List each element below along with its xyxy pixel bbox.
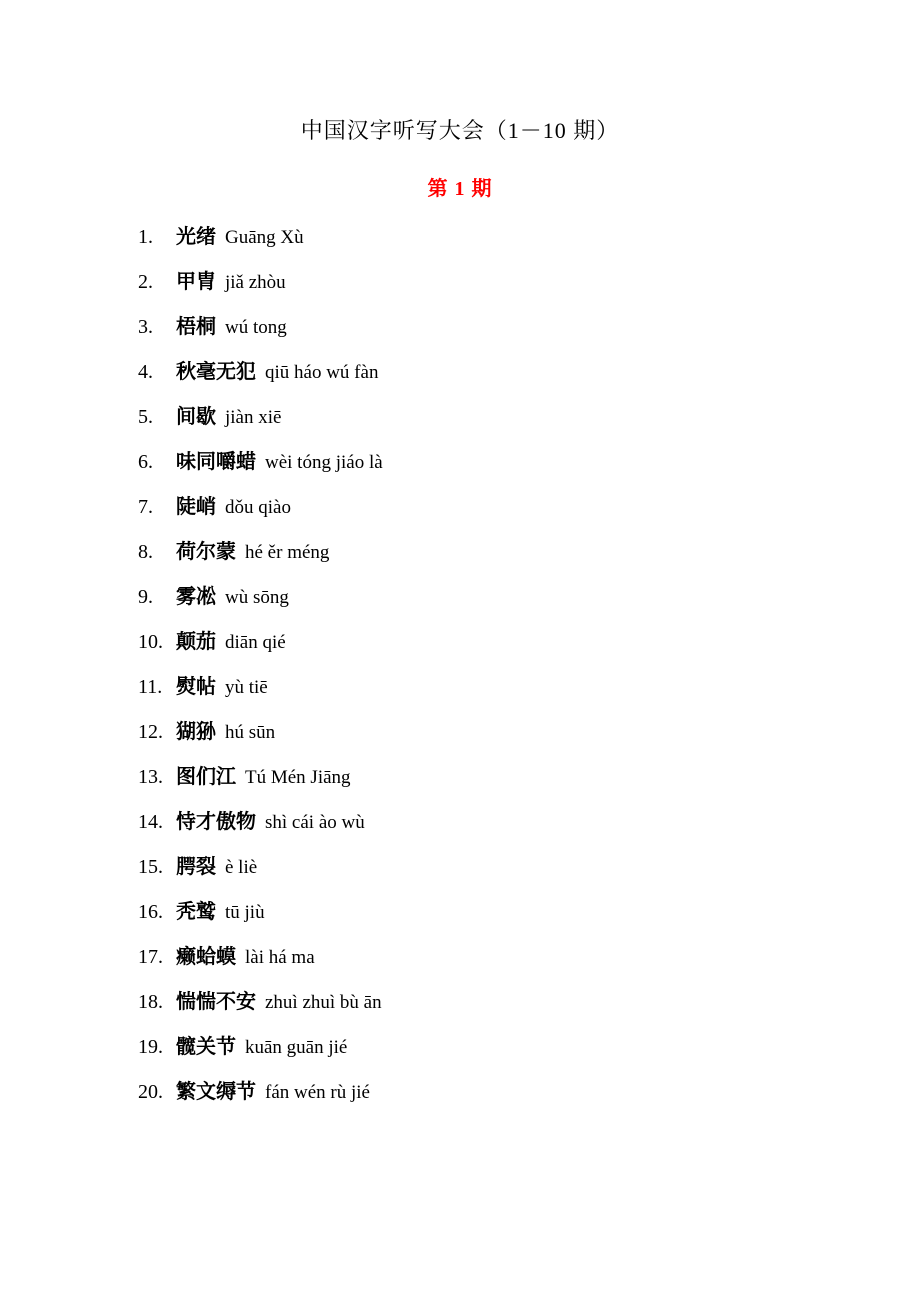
entry-word: 荷尔蒙 bbox=[176, 541, 236, 564]
entry-word: 髋关节 bbox=[176, 1036, 236, 1059]
list-item bbox=[0, 767, 920, 787]
entry-number: 6. bbox=[138, 451, 153, 474]
entry-number: 16. bbox=[138, 901, 163, 924]
entry-number: 18. bbox=[138, 991, 163, 1014]
entry-word: 雾凇 bbox=[176, 586, 216, 609]
entry-word: 光绪 bbox=[176, 226, 216, 249]
entry-pinyin: hé ěr méng bbox=[245, 542, 330, 564]
entry-pinyin: zhuì zhuì bù ān bbox=[265, 992, 382, 1014]
entry-word: 猢狲 bbox=[176, 721, 216, 744]
list-item bbox=[0, 812, 920, 832]
entry-number: 15. bbox=[138, 856, 163, 879]
entry-word: 秋毫无犯 bbox=[176, 361, 256, 384]
entry-pinyin: jiǎ zhòu bbox=[225, 272, 286, 294]
list-item bbox=[0, 227, 920, 247]
entry-pinyin: tū jiù bbox=[225, 902, 265, 924]
list-item bbox=[0, 272, 920, 292]
entry-word: 颠茄 bbox=[176, 631, 216, 654]
list-item bbox=[0, 317, 920, 337]
entry-number: 7. bbox=[138, 496, 153, 519]
list-item bbox=[0, 677, 920, 697]
entry-number: 8. bbox=[138, 541, 153, 564]
list-item bbox=[0, 1037, 920, 1057]
entry-word: 甲胄 bbox=[176, 271, 216, 294]
entry-word: 繁文缛节 bbox=[176, 1081, 256, 1104]
entry-pinyin: jiàn xiē bbox=[225, 407, 282, 429]
section-heading: 第 1 期 bbox=[427, 178, 493, 201]
entry-word: 陡峭 bbox=[176, 496, 216, 519]
entry-word: 恃才傲物 bbox=[176, 811, 256, 834]
list-item bbox=[0, 722, 920, 742]
entry-number: 20. bbox=[138, 1081, 163, 1104]
page-title: 中国汉字听写大会（1－10 期） bbox=[300, 118, 620, 143]
entry-number: 17. bbox=[138, 946, 163, 969]
entry-number: 4. bbox=[138, 361, 153, 384]
entry-pinyin: Tú Mén Jiāng bbox=[245, 767, 351, 789]
entry-number: 11. bbox=[138, 676, 163, 699]
entry-number: 1. bbox=[138, 226, 153, 249]
entry-word: 味同嚼蜡 bbox=[176, 451, 256, 474]
entry-word: 惴惴不安 bbox=[176, 991, 256, 1014]
entry-number: 3. bbox=[138, 316, 153, 339]
entry-number: 2. bbox=[138, 271, 153, 294]
list-item bbox=[0, 452, 920, 472]
entry-pinyin: wú tong bbox=[225, 317, 287, 339]
entry-number: 10. bbox=[138, 631, 163, 654]
entry-word: 图们江 bbox=[176, 766, 236, 789]
entry-number: 13. bbox=[138, 766, 163, 789]
entry-number: 19. bbox=[138, 1036, 163, 1059]
entry-word: 癞蛤蟆 bbox=[176, 946, 236, 969]
entry-word: 腭裂 bbox=[176, 856, 216, 879]
list-item bbox=[0, 902, 920, 922]
entry-pinyin: Guāng Xù bbox=[225, 227, 304, 249]
entry-pinyin: shì cái ào wù bbox=[265, 812, 365, 834]
list-item bbox=[0, 947, 920, 967]
list-item bbox=[0, 857, 920, 877]
list-item bbox=[0, 542, 920, 562]
list-item bbox=[0, 497, 920, 517]
entry-pinyin: dǒu qiào bbox=[225, 497, 291, 519]
entry-pinyin: kuān guān jié bbox=[245, 1037, 348, 1059]
entry-pinyin: hú sūn bbox=[225, 722, 276, 744]
list-item bbox=[0, 362, 920, 382]
entry-word: 熨帖 bbox=[176, 676, 216, 699]
entry-number: 5. bbox=[138, 406, 153, 429]
list-item bbox=[0, 587, 920, 607]
entry-pinyin: diān qié bbox=[225, 632, 286, 654]
entry-pinyin: è liè bbox=[225, 857, 258, 879]
entry-pinyin: yù tiē bbox=[225, 677, 268, 699]
list-item bbox=[0, 992, 920, 1012]
list-item bbox=[0, 407, 920, 427]
entry-pinyin: fán wén rù jié bbox=[265, 1082, 370, 1104]
entry-number: 14. bbox=[138, 811, 163, 834]
entry-word: 间歇 bbox=[176, 406, 216, 429]
entry-word: 梧桐 bbox=[176, 316, 216, 339]
entry-pinyin: lài há ma bbox=[245, 947, 315, 969]
entry-number: 9. bbox=[138, 586, 153, 609]
entry-pinyin: qiū háo wú fàn bbox=[265, 362, 379, 384]
list-item bbox=[0, 632, 920, 652]
entry-pinyin: wèi tóng jiáo là bbox=[265, 452, 383, 474]
entry-number: 12. bbox=[138, 721, 163, 744]
entry-list bbox=[0, 201, 920, 1102]
list-item bbox=[0, 1082, 920, 1102]
entry-pinyin: wù sōng bbox=[225, 587, 289, 609]
entry-word: 秃鹫 bbox=[176, 901, 216, 924]
